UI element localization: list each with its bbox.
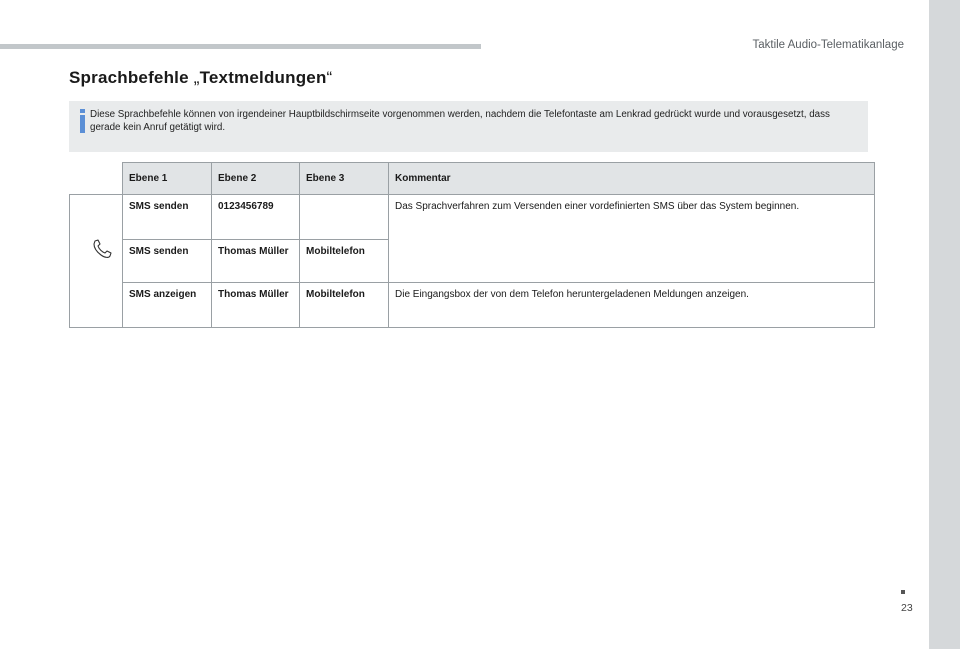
page-title: [69, 68, 332, 88]
table-header-row: [70, 163, 875, 195]
table-row: [70, 195, 875, 240]
cell-level-1: SMS senden: [123, 239, 212, 283]
cell-level-1: SMS senden: [123, 195, 212, 240]
header-blank-cell: [70, 163, 123, 195]
section-title: Taktile Audio-Telematikanlage: [752, 39, 904, 51]
cell-level-2: Thomas Müller: [212, 239, 300, 283]
title-open-quote: „: [193, 68, 200, 87]
header-level-1: Ebene 1: [123, 163, 212, 195]
header-level-3: Ebene 3: [300, 163, 389, 195]
page-marker: [901, 590, 905, 594]
icon-cell: [70, 195, 123, 328]
cell-comment: Die Eingangsbox der von dem Telefon heruntergeladenen Meldungen anzeigen.: [389, 283, 875, 328]
title-word: Textmeldungen: [199, 68, 327, 87]
info-text: Diese Sprachbefehle können von irgendeiner Hauptbildschirmseite vorgenommen werden, nachdem die Telefontaste am Lenkrad gedrückt wurde und vorausgesetzt, dass gerade kein Anruf getätigt wird.: [90, 109, 830, 133]
cell-comment: Das Sprachverfahren zum Versenden einer vordefinierten SMS über das System beginnen.: [389, 195, 875, 283]
header-level-2: Ebene 2: [212, 163, 300, 195]
cell-level-1: SMS anzeigen: [123, 283, 212, 328]
header-comment: Kommentar: [389, 163, 875, 195]
title-prefix: Sprachbefehle: [69, 68, 194, 87]
cell-level-3: Mobiltelefon: [300, 283, 389, 328]
phone-icon: [92, 239, 112, 259]
cell-level-2: Thomas Müller: [212, 283, 300, 328]
cell-level-2: 0123456789: [212, 195, 300, 240]
title-close-quote: “: [326, 68, 333, 87]
info-box: [69, 101, 868, 152]
table-row: [70, 283, 875, 328]
cell-level-3: Mobiltelefon: [300, 239, 389, 283]
info-icon: [77, 109, 89, 133]
side-strip: [929, 0, 960, 649]
page-number: 23: [901, 602, 913, 614]
voice-command-table: [69, 162, 875, 328]
cell-level-3: [300, 195, 389, 240]
top-rule: [0, 44, 481, 49]
